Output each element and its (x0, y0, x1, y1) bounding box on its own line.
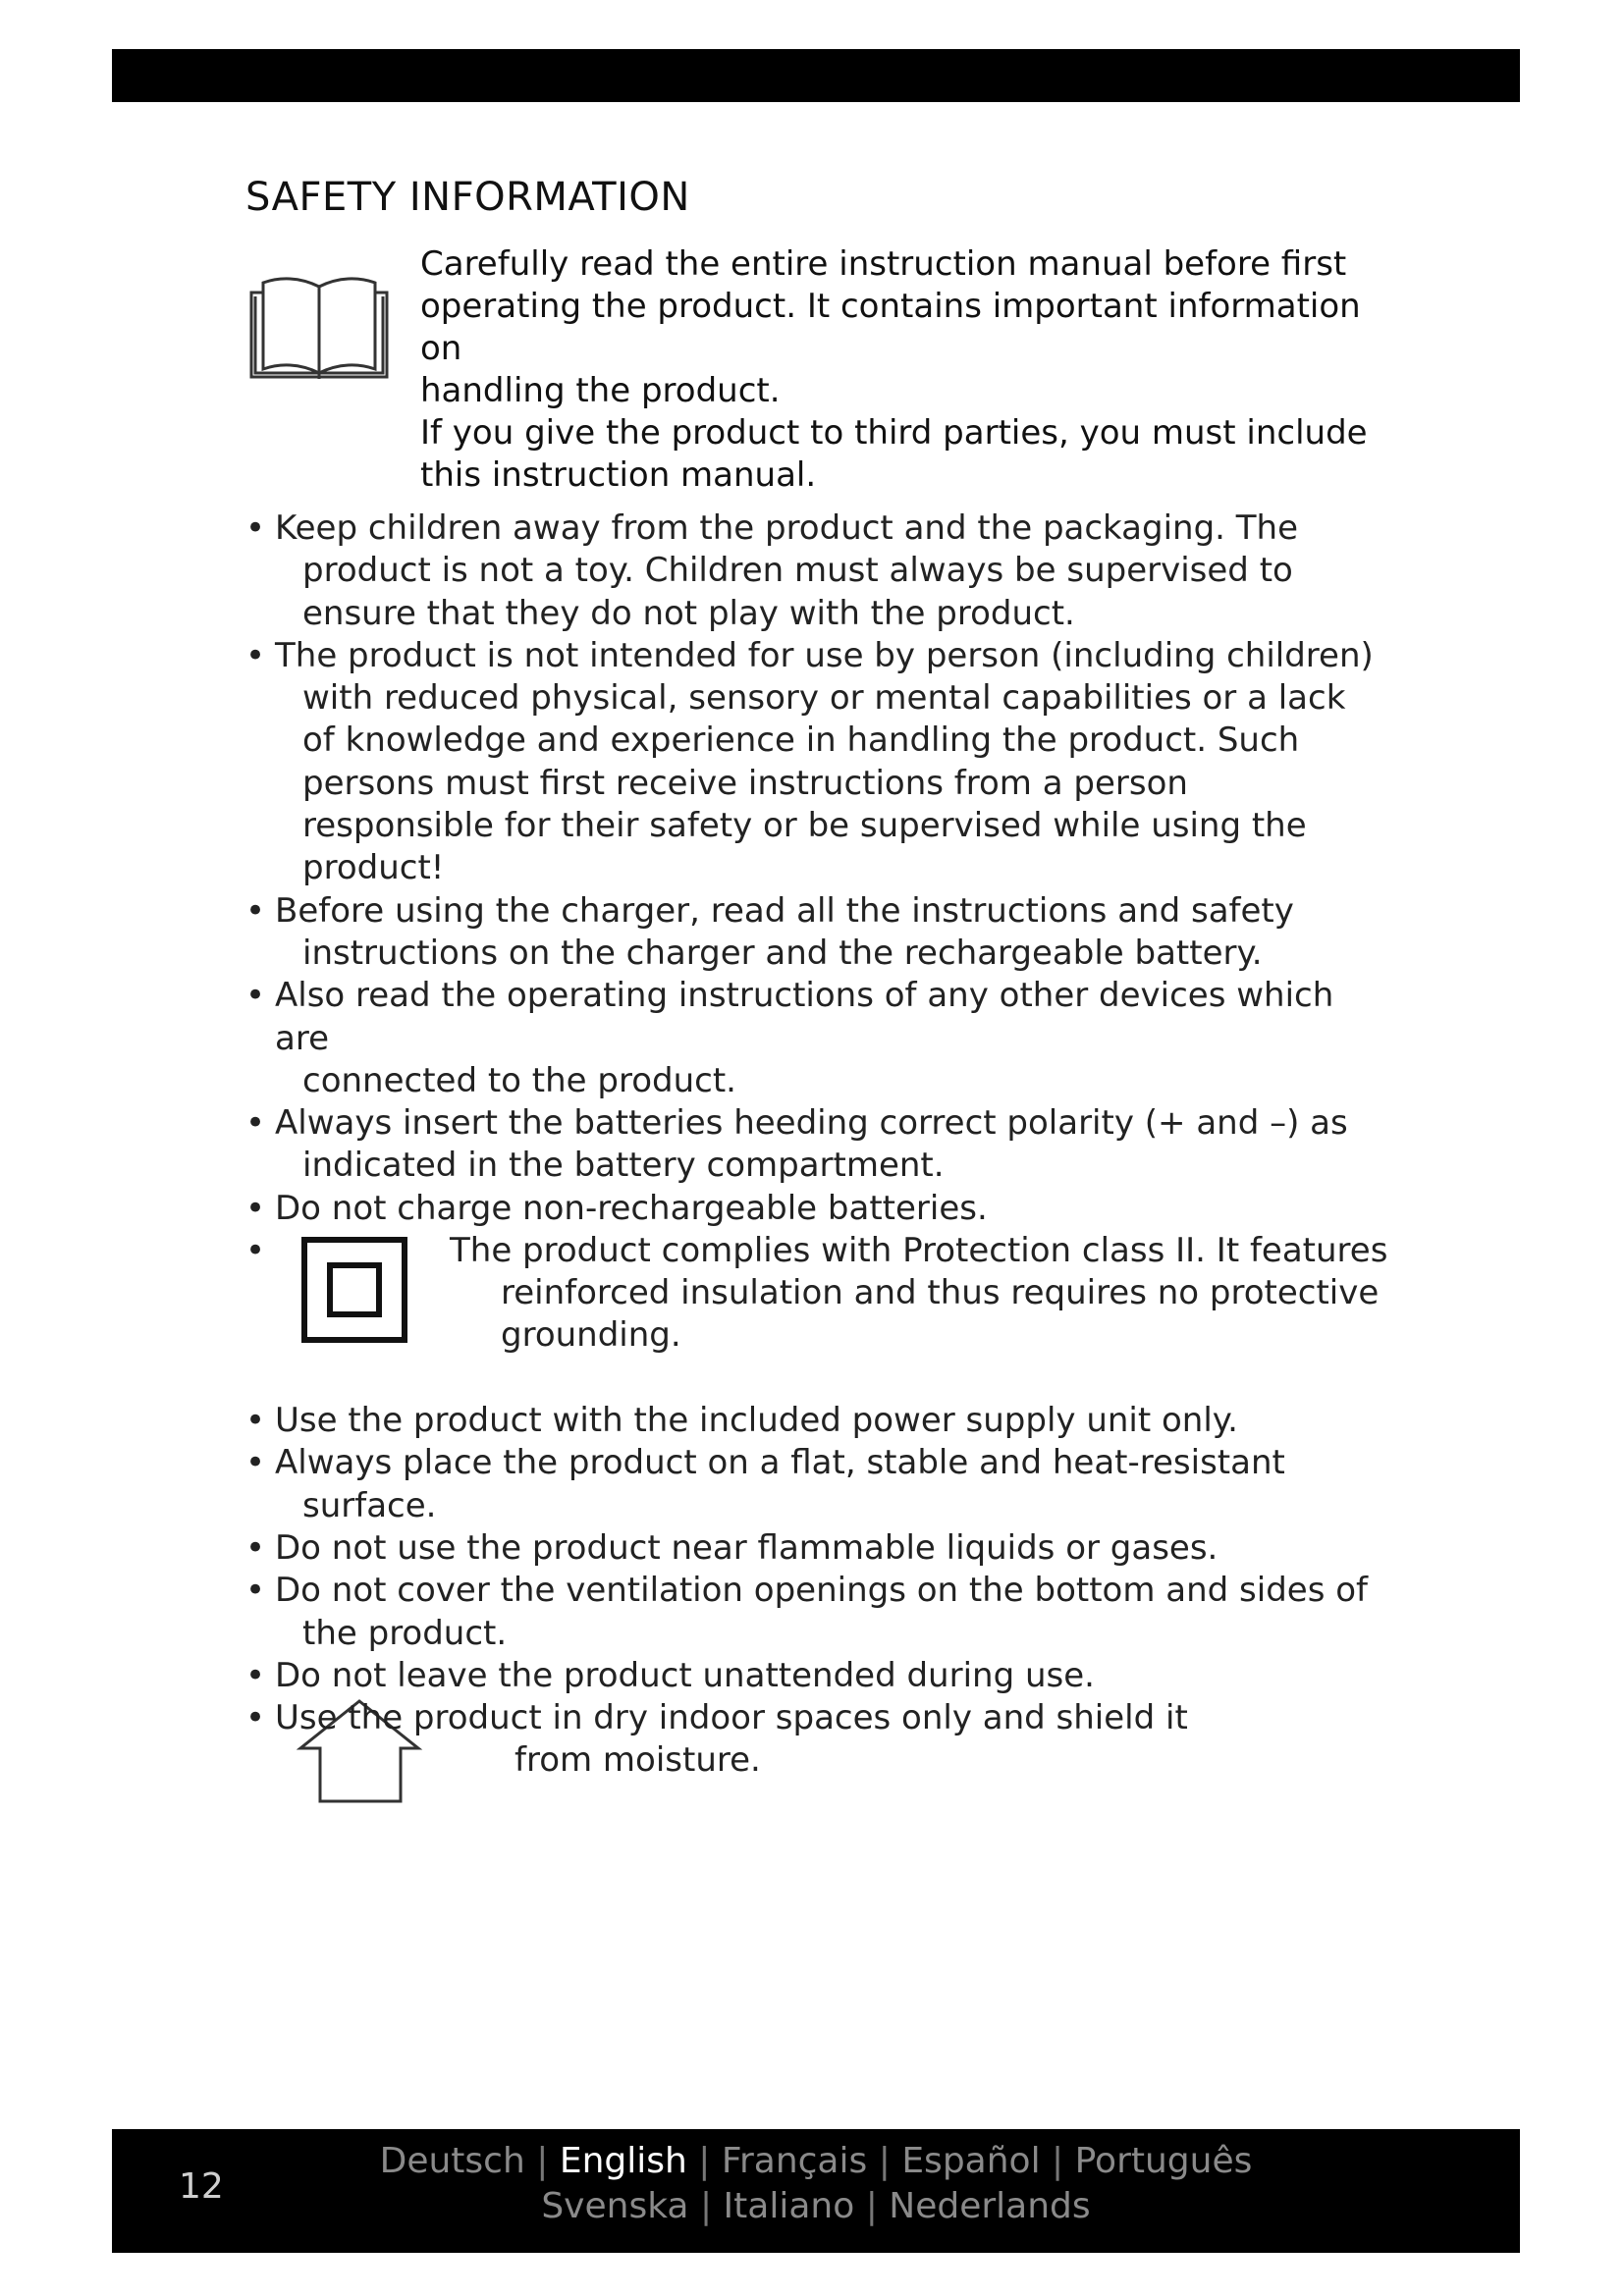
list-item-text: Use the product in dry indoor spaces only and shield it (275, 1698, 1188, 1738)
intro-line: this instruction manual. (420, 455, 817, 495)
list-item (245, 1570, 1375, 1655)
list-item-text: surface. (302, 1485, 437, 1525)
language-link-italiano[interactable]: Italiano (723, 2186, 855, 2226)
separator: | (536, 2141, 549, 2181)
intro-line: Carefully read the entire instruction manual before first (420, 244, 1347, 284)
list-item-text: • Do not leave the product unattended during use. (275, 1655, 1095, 1695)
list-item (245, 1442, 1375, 1527)
page-number: 12 (179, 2166, 224, 2207)
separator: | (699, 2186, 713, 2226)
language-link-deutsch[interactable]: Deutsch (379, 2141, 525, 2181)
separator: | (865, 2186, 878, 2226)
separator: | (878, 2141, 891, 2181)
intro-line: handling the product. (420, 371, 781, 410)
intro-text (420, 243, 1402, 497)
language-link-nederlands[interactable]: Nederlands (889, 2186, 1091, 2226)
list-item-text: • Keep children away from the product and the packaging. The (275, 508, 1298, 548)
list-item (245, 1655, 1375, 1697)
language-list (112, 2186, 1520, 2226)
separator: | (1052, 2141, 1064, 2181)
list-item (245, 635, 1375, 890)
list-item-text: connected to the product. (302, 1060, 736, 1100)
list-item (245, 1188, 1375, 1230)
footer-bar (112, 2129, 1520, 2253)
list-item (245, 1230, 1388, 1400)
protection-class-ii-icon (300, 1236, 408, 1344)
language-link-svenska[interactable]: Svenska (541, 2186, 689, 2226)
list-item-text: • Before using the charger, read all the instructions and safety (275, 890, 1294, 931)
list-item-text: with reduced physical, sensory or mental capabilities or a lack of knowledge and experience in handling the product. Such persons must first receive instructions from a person responsible for their safety or be supervised while using the product! (302, 678, 1346, 888)
safety-list (245, 507, 1388, 1815)
list-item (245, 507, 1375, 635)
book-icon (245, 275, 393, 385)
language-link-english[interactable]: English (559, 2141, 687, 2181)
list-item-text: from moisture. (514, 1740, 761, 1781)
language-link-espanol[interactable]: Español (901, 2141, 1041, 2181)
list-item-text: product is not a toy. Children must always be supervised to ensure that they do not play with the product. (302, 551, 1293, 633)
page-title: SAFETY INFORMATION (245, 175, 690, 220)
language-list (112, 2141, 1520, 2181)
list-item-text: • Do not cover the ventilation openings on the bottom and sides of (275, 1571, 1369, 1611)
list-item-text: • Always insert the batteries heeding correct polarity (+ and –) as (275, 1103, 1348, 1144)
intro-line: operating the product. It contains important information on (420, 287, 1361, 368)
list-item-text: • Do not use the product near flammable liquids or gases. (275, 1527, 1218, 1568)
list-item-text: • The product is not intended for use by person (including children) (275, 635, 1374, 675)
list-item-text: instructions on the charger and the rechargeable battery. (302, 933, 1263, 973)
list-item-text: • Do not charge non-rechargeable batteries. (275, 1188, 988, 1228)
header-bar (112, 49, 1520, 102)
list-item (245, 890, 1375, 976)
list-item (245, 975, 1375, 1102)
separator: | (698, 2141, 711, 2181)
list-item (245, 1400, 1375, 1442)
language-link-francais[interactable]: Français (721, 2141, 868, 2181)
list-item (245, 1527, 1375, 1570)
list-item-text: • Also read the operating instructions of any other devices which are (275, 976, 1334, 1058)
list-item-text: the product. (302, 1613, 508, 1653)
intro-line: If you give the product to third parties, you must include (420, 413, 1368, 453)
list-item-text: indicated in the battery compartment. (302, 1146, 945, 1186)
list-item-text: • The product complies with Protection class II. It features (450, 1231, 1388, 1271)
list-item-text: • Use the product with the included power supply unit only. (275, 1401, 1238, 1441)
language-link-portugues[interactable]: Português (1074, 2141, 1253, 2181)
list-item-text: reinforced insulation and thus requires no protective grounding. (501, 1273, 1380, 1356)
list-item (245, 1697, 1375, 1815)
list-item (245, 1102, 1375, 1188)
list-item-text: • Always place the product on a flat, stable and heat-resistant (275, 1443, 1285, 1483)
